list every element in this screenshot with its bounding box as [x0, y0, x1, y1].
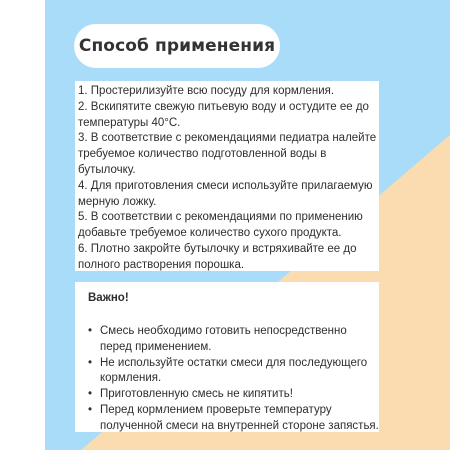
step-item: 4. Для приготовления смеси используйте прилагаемую мерную ложку.	[78, 179, 373, 208]
notes-list	[88, 324, 379, 435]
steps-card	[75, 81, 379, 271]
step-item: 6. Плотно закройте бутылочку и встряхивайте ее до полного растворения порошка.	[78, 242, 357, 271]
note-item: • Перед кормлением проверьте температуру полученной смеси на внутренней стороне запястья.	[88, 403, 379, 435]
note-item: • Приготовленную смесь не кипятить!	[88, 387, 379, 403]
background-white-strip	[0, 0, 45, 450]
step-item: 1. Простерилизуйте всю посуду для кормления.	[78, 85, 335, 97]
title-pill	[74, 24, 280, 68]
notes-card	[75, 282, 379, 432]
page-title: Способ применения	[78, 36, 276, 56]
step-item: 5. В соответствии с рекомендациями по применению добавьте требуемое количество сухого продукта.	[78, 211, 363, 240]
step-item: 2. Вскипятите свежую питьевую воду и остудите ее до температуры 40°С.	[78, 100, 369, 129]
note-item: • Не используйте остатки смеси для последующего кормления.	[88, 356, 379, 388]
note-item: • Смесь необходимо готовить непосредственно перед применением.	[88, 324, 379, 356]
notes-title: Важно!	[88, 292, 129, 304]
step-item: 3. В соответствие с рекомендациями педиатра налейте требуемое количество подготовленной воды в бутылочку.	[78, 132, 377, 176]
